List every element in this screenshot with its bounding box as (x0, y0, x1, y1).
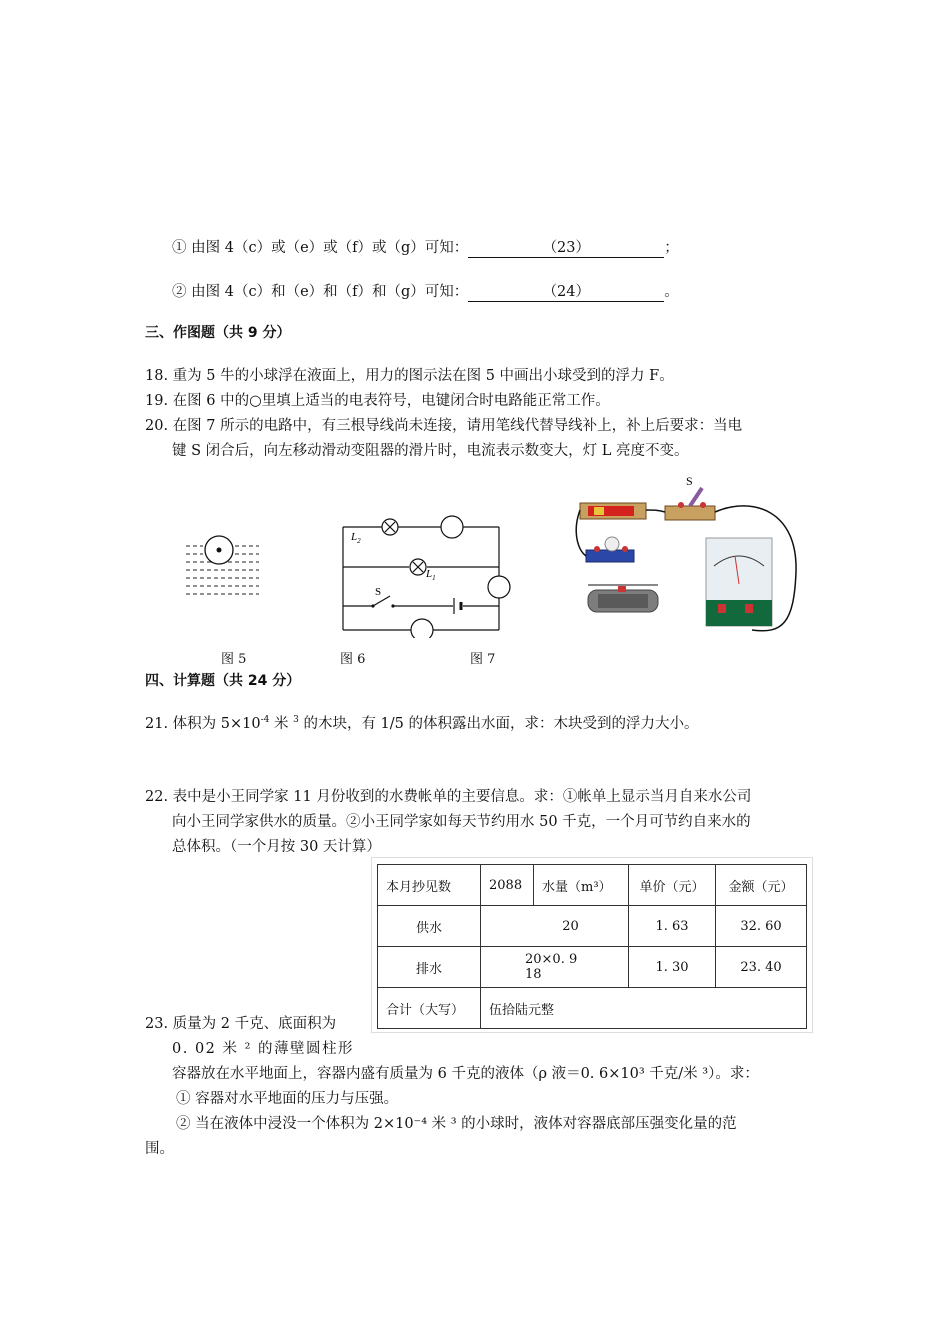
figure-5-diagram (183, 533, 263, 597)
question-20-line2: 键 S 闭合后，向左移动滑动变阻器的滑片时，电流表示数变大，灯 L 亮度不变。 (172, 443, 689, 459)
figure-6-caption: 图 6 (340, 652, 366, 667)
question-22-line1: 22. 表中是小王同学家 11 月份收到的水费帐单的主要信息。求：①帐单上显示当月自来水公司 (145, 789, 752, 805)
question-23-line1: 23. 质量为 2 千克、底面积为 (145, 1016, 337, 1032)
lamp-base (586, 550, 634, 562)
question-23-line2: 0. 02 米 ² 的薄壁圆柱形 (172, 1041, 355, 1057)
answer-blank-24[interactable]: （24） (468, 280, 664, 302)
section-4-title: 四、计算题（共 24 分） (145, 673, 301, 689)
question-22-line2: 向小王同学家供水的质量。②小王同学家如每天节约用水 50 千克，一个月可节约自来水的 (172, 814, 751, 830)
label-switch-S: S (375, 586, 382, 598)
figure-7-apparatus (572, 472, 802, 642)
question-23-line3: 容器放在水平地面上，容器内盛有质量为 6 千克的液体（ρ 液＝0. 6×10³ 千克/米 ³）。求： (172, 1066, 759, 1082)
figure-6-circuit (335, 508, 520, 638)
q17-item-2: ② 由图 4（c）和（e）和（f）和（g）可知： （24） 。 (172, 280, 679, 302)
figure-7-caption: 图 7 (470, 652, 496, 667)
question-22-line3: 总体积。（一个月按 30 天计算） (172, 839, 381, 855)
section-3-title: 三、作图题（共 9 分） (145, 325, 291, 341)
table-row: 供水 20 1. 63 32. 60 (378, 906, 807, 947)
question-21: 21. 体积为 $5\times 10^{-4}$ 米 $^3$ 的木块，有 1/5 的体积露出水面，求：木块受到的浮力大小。 (145, 715, 699, 732)
table-row: 合计（大写） 伍拾陆元整 (378, 988, 807, 1029)
switch-lever[interactable] (690, 488, 702, 506)
table-row: 本月抄见数 2088 水量（m³） 单价（元） 金额（元） (378, 865, 807, 906)
question-23-item2: ② 当在液体中浸没一个体积为 2×10⁻⁴ 米 ³ 的小球时，液体对容器底部压强变化量的范 (176, 1116, 737, 1132)
label-switch-S-fig7: S (686, 474, 693, 488)
water-bill-table (377, 864, 807, 1029)
question-23-item2-cont: 围。 (145, 1141, 174, 1157)
table-row: 排水 20×0. 918 1. 30 23. 40 (378, 947, 807, 988)
figure-5-caption: 图 5 (221, 652, 247, 667)
switch-base (665, 506, 715, 520)
question-18: 18. 重为 5 牛的小球浮在液面上，用力的图示法在图 5 中画出小球受到的浮力 F。 (145, 368, 674, 384)
meter-circle-right[interactable] (488, 576, 510, 598)
q17-item-1: ① 由图 4（c）或（e）或（f）或（g）可知： （23） ； (172, 236, 679, 258)
label-L1: $L_1$ (426, 568, 436, 582)
question-19: 19. 在图 6 中的○里填上适当的电表符号，电键闭合时电路能正常工作。 (145, 393, 610, 409)
meter-circle-bottom[interactable] (411, 619, 433, 638)
question-20-line1: 20. 在图 7 所示的电路中，有三根导线尚未连接，请用笔线代替导线补上，补上后要求：当电 (145, 418, 743, 434)
label-L2: $L_2$ (351, 531, 361, 545)
question-23-item1: ① 容器对水平地面的压力与压强。 (176, 1091, 399, 1107)
meter-circle-top[interactable] (441, 516, 463, 538)
answer-blank-23[interactable]: （23） (468, 236, 664, 258)
